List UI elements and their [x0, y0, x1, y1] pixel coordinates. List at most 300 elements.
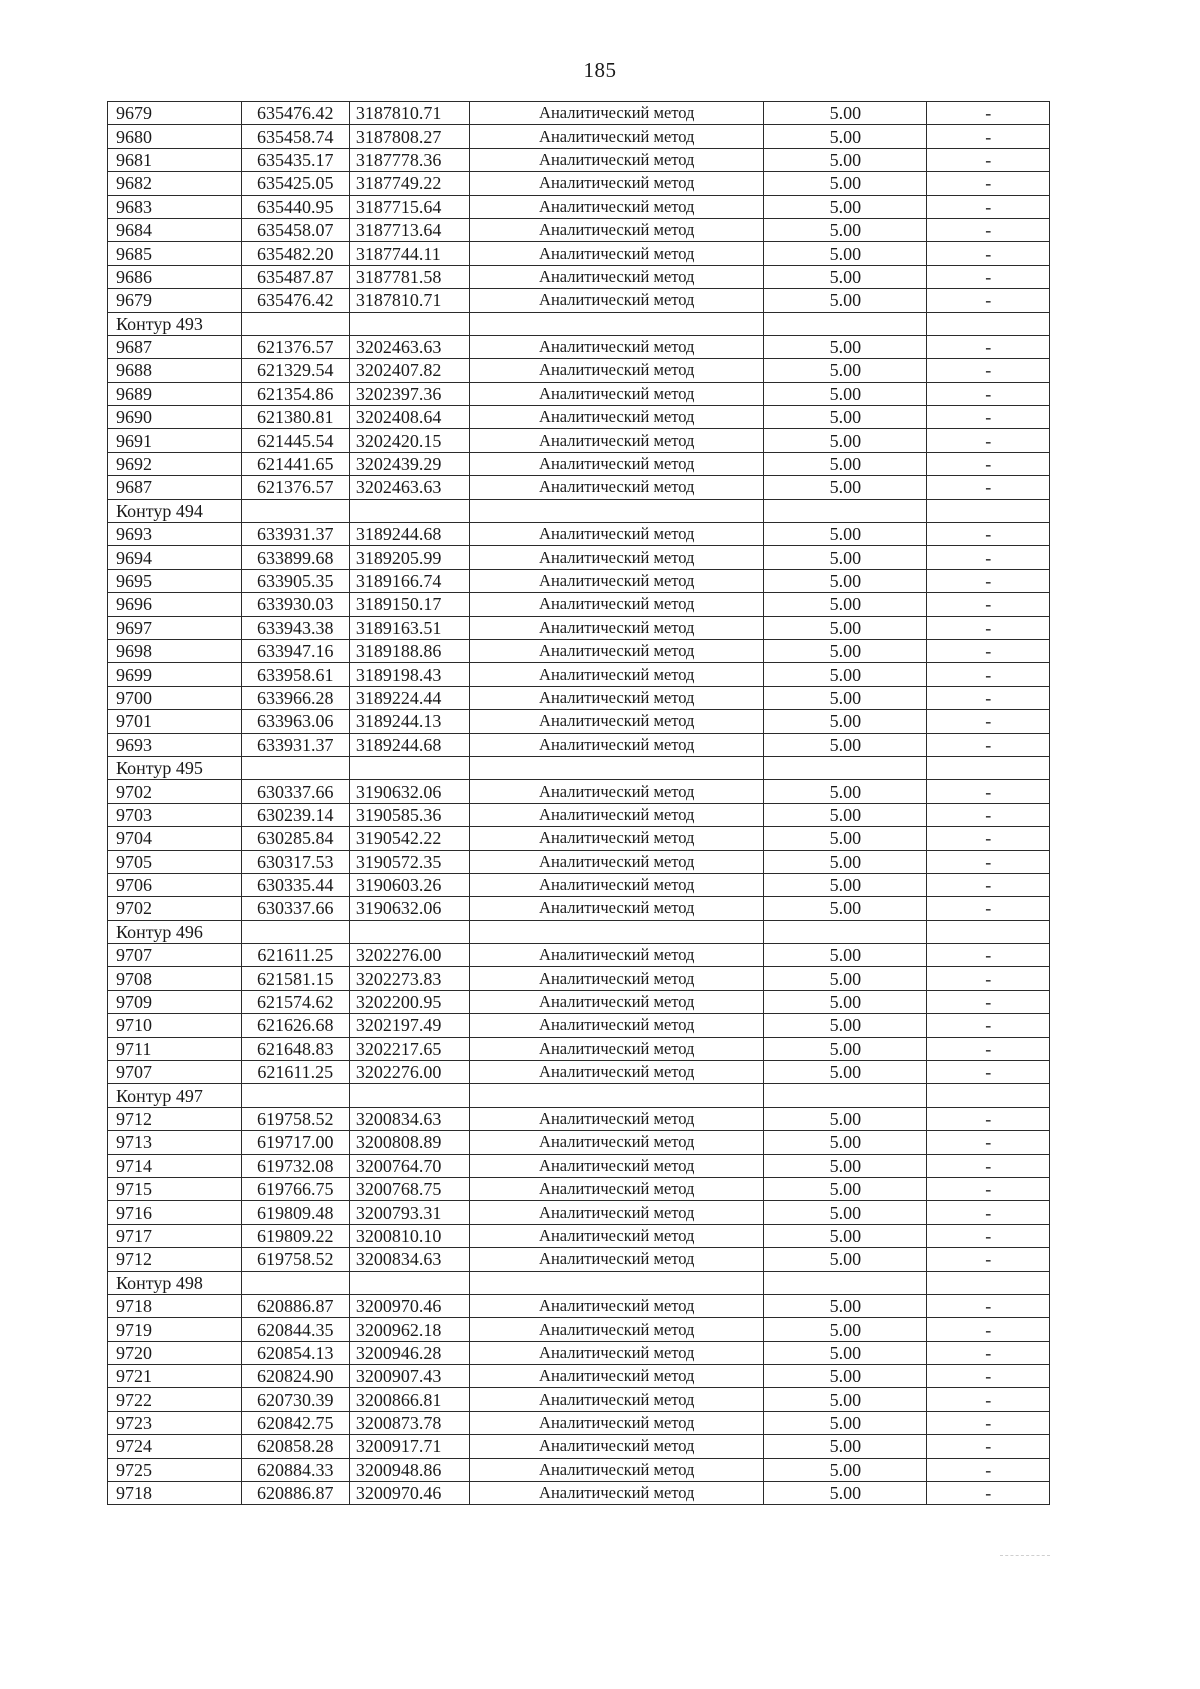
x-coordinate-cell: 619766.75	[241, 1177, 349, 1200]
x-coordinate-cell: 633966.28	[241, 686, 349, 709]
dash-cell: -	[927, 1435, 1050, 1458]
point-id-cell: 9722	[108, 1388, 242, 1411]
table-row	[108, 1411, 1050, 1434]
precision-cell: 5.00	[764, 850, 927, 873]
y-coordinate-cell: 3190603.26	[349, 873, 469, 896]
method-cell: Аналитический метод	[470, 967, 764, 990]
table-row	[108, 616, 1050, 639]
dash-cell: -	[927, 803, 1050, 826]
method-cell: Аналитический метод	[470, 897, 764, 920]
y-coordinate-cell: 3200946.28	[349, 1341, 469, 1364]
x-coordinate-cell: 621574.62	[241, 990, 349, 1013]
precision-cell: 5.00	[764, 1177, 927, 1200]
method-cell: Аналитический метод	[470, 546, 764, 569]
point-id-cell: 9720	[108, 1341, 242, 1364]
contour-header-row	[108, 1271, 1050, 1294]
empty-cell	[349, 920, 469, 943]
table-row	[108, 476, 1050, 499]
precision-cell: 5.00	[764, 429, 927, 452]
table-row	[108, 780, 1050, 803]
table-row	[108, 1318, 1050, 1341]
table-row	[108, 1037, 1050, 1060]
x-coordinate-cell: 621380.81	[241, 406, 349, 429]
precision-cell: 5.00	[764, 663, 927, 686]
method-cell: Аналитический метод	[470, 429, 764, 452]
y-coordinate-cell: 3189166.74	[349, 569, 469, 592]
precision-cell: 5.00	[764, 195, 927, 218]
precision-cell: 5.00	[764, 616, 927, 639]
precision-cell: 5.00	[764, 733, 927, 756]
dash-cell: -	[927, 1201, 1050, 1224]
x-coordinate-cell: 635482.20	[241, 242, 349, 265]
y-coordinate-cell: 3200948.86	[349, 1458, 469, 1481]
y-coordinate-cell: 3187749.22	[349, 172, 469, 195]
dash-cell: -	[927, 265, 1050, 288]
precision-cell: 5.00	[764, 102, 927, 125]
y-coordinate-cell: 3200808.89	[349, 1131, 469, 1154]
empty-cell	[241, 756, 349, 779]
method-cell: Аналитический метод	[470, 827, 764, 850]
method-cell: Аналитический метод	[470, 1037, 764, 1060]
table-row	[108, 125, 1050, 148]
x-coordinate-cell: 620886.87	[241, 1294, 349, 1317]
dash-cell: -	[927, 1318, 1050, 1341]
precision-cell: 5.00	[764, 242, 927, 265]
table-row	[108, 1201, 1050, 1224]
dash-cell: -	[927, 897, 1050, 920]
table-row	[108, 546, 1050, 569]
table-row	[108, 1014, 1050, 1037]
coordinates-table	[107, 101, 1050, 1505]
y-coordinate-cell: 3189163.51	[349, 616, 469, 639]
empty-cell	[349, 1084, 469, 1107]
table-row	[108, 1107, 1050, 1130]
precision-cell: 5.00	[764, 827, 927, 850]
point-id-cell: 9704	[108, 827, 242, 850]
y-coordinate-cell: 3202439.29	[349, 452, 469, 475]
y-coordinate-cell: 3202276.00	[349, 1061, 469, 1084]
dash-cell: -	[927, 1365, 1050, 1388]
y-coordinate-cell: 3202276.00	[349, 944, 469, 967]
table-row	[108, 359, 1050, 382]
table-row	[108, 803, 1050, 826]
y-coordinate-cell: 3190632.06	[349, 897, 469, 920]
point-id-cell: 9691	[108, 429, 242, 452]
precision-cell: 5.00	[764, 523, 927, 546]
y-coordinate-cell: 3187715.64	[349, 195, 469, 218]
table-row	[108, 242, 1050, 265]
empty-cell	[241, 1271, 349, 1294]
method-cell: Аналитический метод	[470, 1201, 764, 1224]
method-cell: Аналитический метод	[470, 569, 764, 592]
empty-cell	[927, 1084, 1050, 1107]
empty-cell	[470, 920, 764, 943]
precision-cell: 5.00	[764, 873, 927, 896]
x-coordinate-cell: 620858.28	[241, 1435, 349, 1458]
point-id-cell: 9697	[108, 616, 242, 639]
x-coordinate-cell: 633905.35	[241, 569, 349, 592]
method-cell: Аналитический метод	[470, 289, 764, 312]
contour-label: Контур 495	[108, 756, 242, 779]
y-coordinate-cell: 3202217.65	[349, 1037, 469, 1060]
y-coordinate-cell: 3200917.71	[349, 1435, 469, 1458]
dash-cell: -	[927, 1458, 1050, 1481]
empty-cell	[927, 756, 1050, 779]
x-coordinate-cell: 621581.15	[241, 967, 349, 990]
contour-header-row	[108, 1084, 1050, 1107]
dash-cell: -	[927, 1224, 1050, 1247]
dash-cell: -	[927, 1061, 1050, 1084]
y-coordinate-cell: 3187713.64	[349, 218, 469, 241]
precision-cell: 5.00	[764, 1014, 927, 1037]
x-coordinate-cell: 635425.05	[241, 172, 349, 195]
point-id-cell: 9682	[108, 172, 242, 195]
point-id-cell: 9693	[108, 523, 242, 546]
y-coordinate-cell: 3189244.68	[349, 733, 469, 756]
precision-cell: 5.00	[764, 1341, 927, 1364]
method-cell: Аналитический метод	[470, 803, 764, 826]
empty-cell	[349, 1271, 469, 1294]
method-cell: Аналитический метод	[470, 1224, 764, 1247]
y-coordinate-cell: 3200793.31	[349, 1201, 469, 1224]
table-row	[108, 382, 1050, 405]
dash-cell: -	[927, 616, 1050, 639]
method-cell: Аналитический метод	[470, 1177, 764, 1200]
point-id-cell: 9724	[108, 1435, 242, 1458]
precision-cell: 5.00	[764, 172, 927, 195]
precision-cell: 5.00	[764, 803, 927, 826]
point-id-cell: 9698	[108, 639, 242, 662]
x-coordinate-cell: 635440.95	[241, 195, 349, 218]
table-row	[108, 195, 1050, 218]
x-coordinate-cell: 619809.48	[241, 1201, 349, 1224]
method-cell: Аналитический метод	[470, 780, 764, 803]
method-cell: Аналитический метод	[470, 452, 764, 475]
point-id-cell: 9693	[108, 733, 242, 756]
table-row	[108, 990, 1050, 1013]
method-cell: Аналитический метод	[470, 593, 764, 616]
method-cell: Аналитический метод	[470, 1014, 764, 1037]
table-row	[108, 663, 1050, 686]
method-cell: Аналитический метод	[470, 1107, 764, 1130]
point-id-cell: 9696	[108, 593, 242, 616]
point-id-cell: 9683	[108, 195, 242, 218]
method-cell: Аналитический метод	[470, 1388, 764, 1411]
y-coordinate-cell: 3190632.06	[349, 780, 469, 803]
table-row	[108, 523, 1050, 546]
point-id-cell: 9717	[108, 1224, 242, 1247]
dash-cell: -	[927, 148, 1050, 171]
table-row	[108, 569, 1050, 592]
x-coordinate-cell: 619758.52	[241, 1107, 349, 1130]
dash-cell: -	[927, 546, 1050, 569]
table-row	[108, 850, 1050, 873]
precision-cell: 5.00	[764, 1248, 927, 1271]
x-coordinate-cell: 621445.54	[241, 429, 349, 452]
point-id-cell: 9679	[108, 289, 242, 312]
precision-cell: 5.00	[764, 944, 927, 967]
method-cell: Аналитический метод	[470, 1482, 764, 1505]
point-id-cell: 9686	[108, 265, 242, 288]
method-cell: Аналитический метод	[470, 125, 764, 148]
y-coordinate-cell: 3202407.82	[349, 359, 469, 382]
y-coordinate-cell: 3202463.63	[349, 476, 469, 499]
precision-cell: 5.00	[764, 1365, 927, 1388]
contour-header-row	[108, 920, 1050, 943]
y-coordinate-cell: 3187744.11	[349, 242, 469, 265]
point-id-cell: 9712	[108, 1248, 242, 1271]
dash-cell: -	[927, 1107, 1050, 1130]
point-id-cell: 9687	[108, 476, 242, 499]
table-row	[108, 967, 1050, 990]
y-coordinate-cell: 3187810.71	[349, 289, 469, 312]
x-coordinate-cell: 635458.74	[241, 125, 349, 148]
precision-cell: 5.00	[764, 382, 927, 405]
y-coordinate-cell: 3189188.86	[349, 639, 469, 662]
y-coordinate-cell: 3202420.15	[349, 429, 469, 452]
table-row	[108, 289, 1050, 312]
dash-cell: -	[927, 1131, 1050, 1154]
x-coordinate-cell: 621329.54	[241, 359, 349, 382]
x-coordinate-cell: 630335.44	[241, 873, 349, 896]
y-coordinate-cell: 3189205.99	[349, 546, 469, 569]
y-coordinate-cell: 3202408.64	[349, 406, 469, 429]
point-id-cell: 9680	[108, 125, 242, 148]
contour-header-row	[108, 312, 1050, 335]
empty-cell	[241, 1084, 349, 1107]
table-row	[108, 897, 1050, 920]
y-coordinate-cell: 3200764.70	[349, 1154, 469, 1177]
dash-cell: -	[927, 1014, 1050, 1037]
precision-cell: 5.00	[764, 1107, 927, 1130]
dash-cell: -	[927, 1482, 1050, 1505]
x-coordinate-cell: 619758.52	[241, 1248, 349, 1271]
y-coordinate-cell: 3200768.75	[349, 1177, 469, 1200]
y-coordinate-cell: 3200866.81	[349, 1388, 469, 1411]
dash-cell: -	[927, 1154, 1050, 1177]
method-cell: Аналитический метод	[470, 873, 764, 896]
empty-cell	[764, 1271, 927, 1294]
dash-cell: -	[927, 172, 1050, 195]
point-id-cell: 9707	[108, 1061, 242, 1084]
dash-cell: -	[927, 1294, 1050, 1317]
dash-cell: -	[927, 1037, 1050, 1060]
dash-cell: -	[927, 289, 1050, 312]
method-cell: Аналитический метод	[470, 1435, 764, 1458]
table-row	[108, 429, 1050, 452]
table-row	[108, 265, 1050, 288]
precision-cell: 5.00	[764, 335, 927, 358]
method-cell: Аналитический метод	[470, 686, 764, 709]
table-row	[108, 593, 1050, 616]
y-coordinate-cell: 3187810.71	[349, 102, 469, 125]
point-id-cell: 9685	[108, 242, 242, 265]
dash-cell: -	[927, 429, 1050, 452]
dash-cell: -	[927, 850, 1050, 873]
precision-cell: 5.00	[764, 476, 927, 499]
x-coordinate-cell: 621441.65	[241, 452, 349, 475]
x-coordinate-cell: 619809.22	[241, 1224, 349, 1247]
y-coordinate-cell: 3189224.44	[349, 686, 469, 709]
table-row	[108, 827, 1050, 850]
contour-label: Контур 497	[108, 1084, 242, 1107]
point-id-cell: 9718	[108, 1294, 242, 1317]
y-coordinate-cell: 3202463.63	[349, 335, 469, 358]
dash-cell: -	[927, 476, 1050, 499]
method-cell: Аналитический метод	[470, 265, 764, 288]
y-coordinate-cell: 3200907.43	[349, 1365, 469, 1388]
contour-header-row	[108, 499, 1050, 522]
method-cell: Аналитический метод	[470, 1131, 764, 1154]
method-cell: Аналитический метод	[470, 1365, 764, 1388]
x-coordinate-cell: 635435.17	[241, 148, 349, 171]
y-coordinate-cell: 3200834.63	[349, 1107, 469, 1130]
dash-cell: -	[927, 1388, 1050, 1411]
empty-cell	[764, 499, 927, 522]
dash-cell: -	[927, 406, 1050, 429]
empty-cell	[470, 499, 764, 522]
precision-cell: 5.00	[764, 897, 927, 920]
x-coordinate-cell: 633947.16	[241, 639, 349, 662]
x-coordinate-cell: 620842.75	[241, 1411, 349, 1434]
dash-cell: -	[927, 359, 1050, 382]
point-id-cell: 9694	[108, 546, 242, 569]
dash-cell: -	[927, 569, 1050, 592]
method-cell: Аналитический метод	[470, 639, 764, 662]
dash-cell: -	[927, 382, 1050, 405]
precision-cell: 5.00	[764, 990, 927, 1013]
point-id-cell: 9709	[108, 990, 242, 1013]
precision-cell: 5.00	[764, 686, 927, 709]
contour-header-row	[108, 756, 1050, 779]
method-cell: Аналитический метод	[470, 1341, 764, 1364]
y-coordinate-cell: 3190572.35	[349, 850, 469, 873]
method-cell: Аналитический метод	[470, 1294, 764, 1317]
point-id-cell: 9719	[108, 1318, 242, 1341]
dash-cell: -	[927, 102, 1050, 125]
precision-cell: 5.00	[764, 148, 927, 171]
precision-cell: 5.00	[764, 1201, 927, 1224]
method-cell: Аналитический метод	[470, 242, 764, 265]
contour-label: Контур 494	[108, 499, 242, 522]
method-cell: Аналитический метод	[470, 406, 764, 429]
table-row	[108, 1458, 1050, 1481]
empty-cell	[241, 920, 349, 943]
precision-cell: 5.00	[764, 125, 927, 148]
precision-cell: 5.00	[764, 1411, 927, 1434]
y-coordinate-cell: 3202200.95	[349, 990, 469, 1013]
point-id-cell: 9701	[108, 710, 242, 733]
x-coordinate-cell: 619732.08	[241, 1154, 349, 1177]
precision-cell: 5.00	[764, 1224, 927, 1247]
method-cell: Аналитический метод	[470, 944, 764, 967]
point-id-cell: 9708	[108, 967, 242, 990]
dash-cell: -	[927, 1411, 1050, 1434]
empty-cell	[927, 1271, 1050, 1294]
y-coordinate-cell: 3189244.13	[349, 710, 469, 733]
dash-cell: -	[927, 639, 1050, 662]
x-coordinate-cell: 621611.25	[241, 944, 349, 967]
dash-cell: -	[927, 1248, 1050, 1271]
point-id-cell: 9713	[108, 1131, 242, 1154]
table-row	[108, 148, 1050, 171]
y-coordinate-cell: 3200873.78	[349, 1411, 469, 1434]
point-id-cell: 9716	[108, 1201, 242, 1224]
precision-cell: 5.00	[764, 639, 927, 662]
precision-cell: 5.00	[764, 1294, 927, 1317]
x-coordinate-cell: 620824.90	[241, 1365, 349, 1388]
empty-cell	[764, 920, 927, 943]
method-cell: Аналитический метод	[470, 476, 764, 499]
x-coordinate-cell: 630317.53	[241, 850, 349, 873]
dash-cell: -	[927, 452, 1050, 475]
dash-cell: -	[927, 335, 1050, 358]
precision-cell: 5.00	[764, 452, 927, 475]
y-coordinate-cell: 3200810.10	[349, 1224, 469, 1247]
empty-cell	[349, 499, 469, 522]
method-cell: Аналитический метод	[470, 1318, 764, 1341]
method-cell: Аналитический метод	[470, 663, 764, 686]
y-coordinate-cell: 3202197.49	[349, 1014, 469, 1037]
contour-label: Контур 496	[108, 920, 242, 943]
method-cell: Аналитический метод	[470, 359, 764, 382]
x-coordinate-cell: 621354.86	[241, 382, 349, 405]
x-coordinate-cell: 630285.84	[241, 827, 349, 850]
y-coordinate-cell: 3200970.46	[349, 1294, 469, 1317]
empty-cell	[349, 312, 469, 335]
x-coordinate-cell: 630239.14	[241, 803, 349, 826]
point-id-cell: 9725	[108, 1458, 242, 1481]
point-id-cell: 9706	[108, 873, 242, 896]
precision-cell: 5.00	[764, 1458, 927, 1481]
precision-cell: 5.00	[764, 1435, 927, 1458]
empty-cell	[241, 499, 349, 522]
precision-cell: 5.00	[764, 1154, 927, 1177]
point-id-cell: 9699	[108, 663, 242, 686]
y-coordinate-cell: 3189198.43	[349, 663, 469, 686]
table-row	[108, 944, 1050, 967]
y-coordinate-cell: 3189150.17	[349, 593, 469, 616]
table-row	[108, 218, 1050, 241]
point-id-cell: 9707	[108, 944, 242, 967]
precision-cell: 5.00	[764, 569, 927, 592]
empty-cell	[764, 756, 927, 779]
point-id-cell: 9710	[108, 1014, 242, 1037]
method-cell: Аналитический метод	[470, 218, 764, 241]
point-id-cell: 9681	[108, 148, 242, 171]
y-coordinate-cell: 3200834.63	[349, 1248, 469, 1271]
y-coordinate-cell: 3190585.36	[349, 803, 469, 826]
x-coordinate-cell: 621626.68	[241, 1014, 349, 1037]
precision-cell: 5.00	[764, 218, 927, 241]
x-coordinate-cell: 620884.33	[241, 1458, 349, 1481]
method-cell: Аналитический метод	[470, 382, 764, 405]
point-id-cell: 9718	[108, 1482, 242, 1505]
x-coordinate-cell: 633931.37	[241, 733, 349, 756]
x-coordinate-cell: 633899.68	[241, 546, 349, 569]
precision-cell: 5.00	[764, 593, 927, 616]
table-row	[108, 1154, 1050, 1177]
dash-cell: -	[927, 195, 1050, 218]
dash-cell: -	[927, 593, 1050, 616]
point-id-cell: 9692	[108, 452, 242, 475]
point-id-cell: 9700	[108, 686, 242, 709]
x-coordinate-cell: 635476.42	[241, 102, 349, 125]
x-coordinate-cell: 621376.57	[241, 476, 349, 499]
method-cell: Аналитический метод	[470, 850, 764, 873]
y-coordinate-cell: 3187781.58	[349, 265, 469, 288]
contour-label: Контур 493	[108, 312, 242, 335]
